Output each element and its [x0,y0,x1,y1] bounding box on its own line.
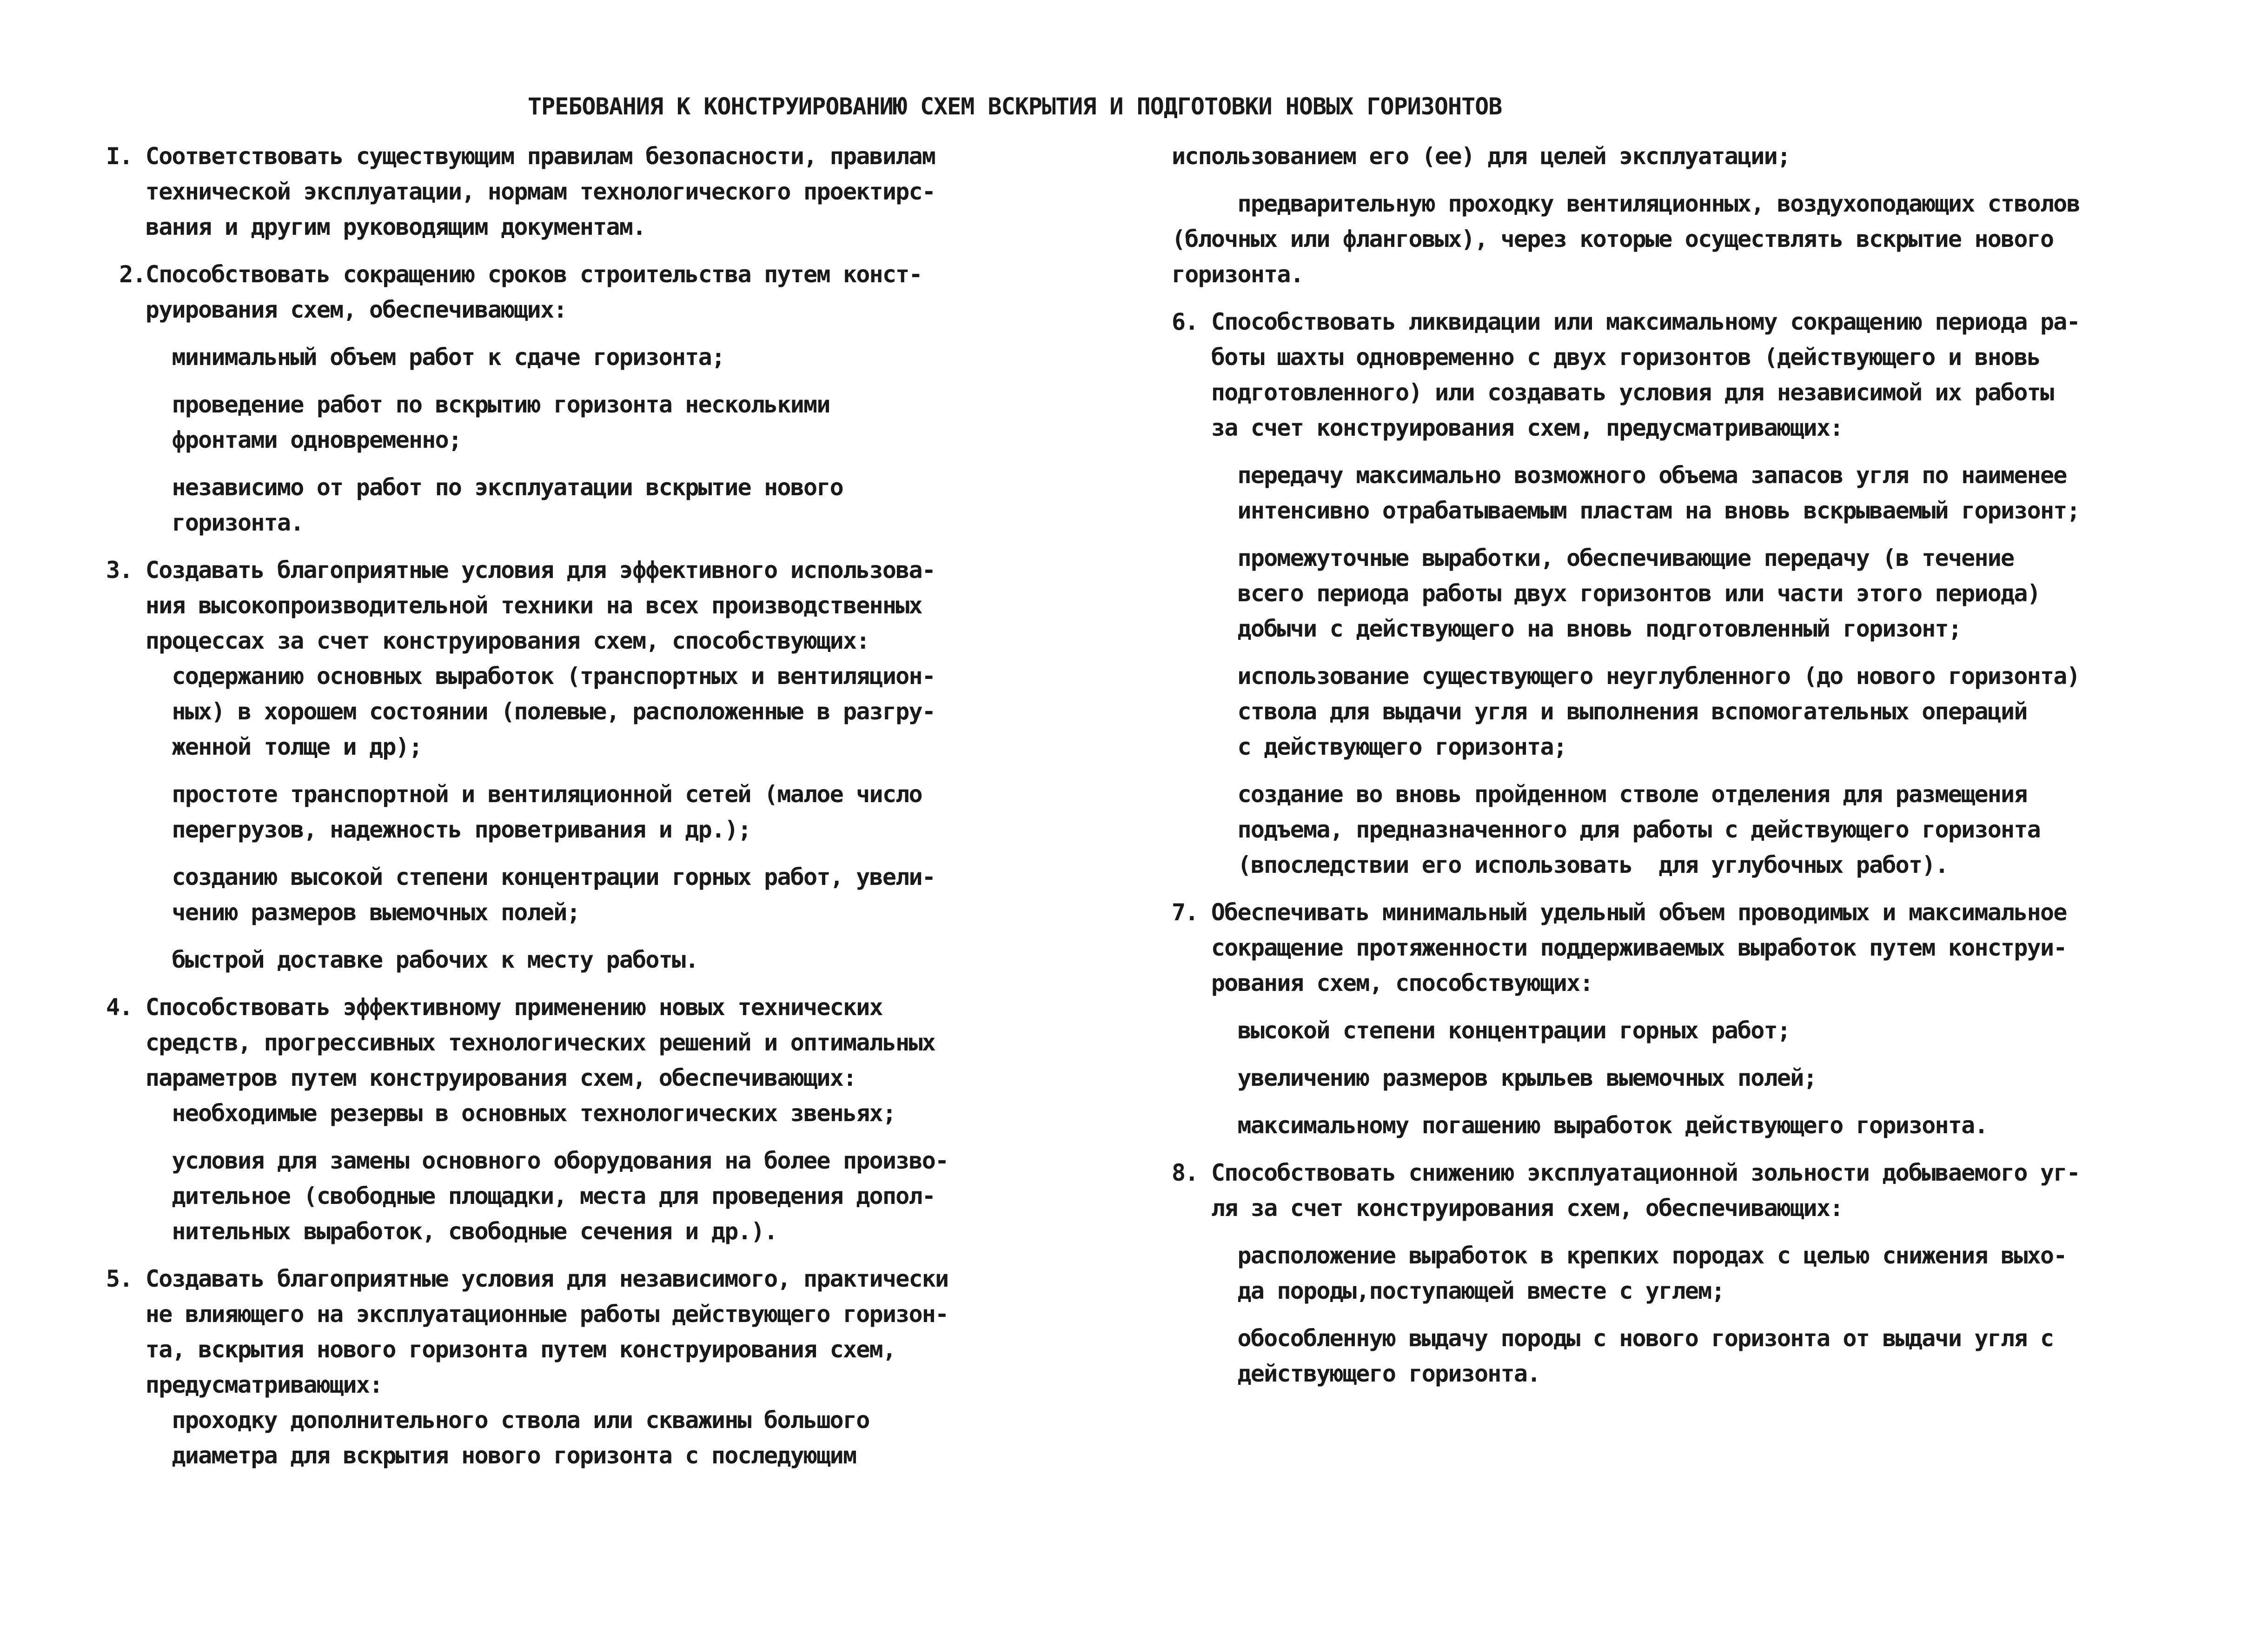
text-line: создание во вновь пройденном стволе отделения для размещения [1172,781,2027,808]
paragraph-gap [1172,528,2195,540]
text-line: (блочных или фланговых), через которые осуществлять вскрытие нового [1172,226,2054,253]
paragraph-gap [106,245,1059,257]
text-line: минимальный объем работ к сдаче горизонта; [106,344,725,371]
text-line: да породы,поступающей вместе с углем; [1172,1277,1724,1304]
text-line: промежуточные выработки, обеспечивающие передачу (в течение [1172,545,2014,571]
text-line: добычи с действующего на вновь подготовленный горизонт; [1172,615,1962,642]
text-line: средств, прогрессивных технологических решений и оптимальных [106,1029,935,1056]
text-line: 5. Создавать благоприятные условия для независимого, практически [106,1265,948,1292]
text-line: созданию высокой степени концентрации горных работ, увели- [106,864,935,890]
text-line: вания и другим руководящим документам. [106,213,646,240]
text-line: женной толще и др); [106,733,422,760]
paragraph-gap [106,458,1059,470]
right-column [1172,139,2195,1391]
text-line: обособленную выдачу породы с нового горизонта от выдачи угля с [1172,1325,2054,1352]
text-line: ствола для выдачи угля и выполнения вспомогательных операций [1172,698,2027,725]
text-line: диаметра для вскрытия нового горизонта с последующим [106,1442,856,1469]
paragraph-gap [1172,883,2195,895]
paragraph-gap [1172,646,2195,658]
text-line: максимальному погашению выработок действующего горизонта. [1172,1112,1988,1139]
text-line: ля за счет конструирования схем, обеспечивающих: [1172,1195,1843,1222]
text-line: ных) в хорошем состоянии (полевые, расположенные в разгру- [106,698,935,725]
paragraph-gap [106,977,1059,990]
text-line: та, вскрытия нового горизонта путем конструирования схем, [106,1336,896,1363]
text-line: технической эксплуатации, нормам технологического проектирс- [106,178,935,205]
text-line: 3. Создавать благоприятные условия для эффективного использова- [106,557,935,584]
text-line: подготовленного) или создавать условия для независимой их работы [1172,379,2054,406]
text-line: с действующего горизонта; [1172,733,1567,760]
text-line: I. Соответствовать существующим правилам безопасности, правилам [106,143,935,170]
paragraph-gap [1172,292,2195,304]
text-line: быстрой доставке рабочих к месту работы. [106,946,698,973]
paragraph-gap [1172,445,2195,458]
text-line: действующего горизонта. [1172,1360,1540,1387]
text-line: ния высокопроизводительной техники на всех производственных [106,592,922,619]
text-line: предварительную проходку вентиляционных, воздухоподающих стволов [1172,190,2080,217]
text-line: предусматривающих: [106,1371,383,1398]
paragraph-gap [1172,1143,2195,1155]
paragraph-gap [1172,1309,2195,1321]
text-line: процессах за счет конструирования схем, способствующих: [106,627,869,654]
text-line: проведение работ по вскрытию горизонта несколькими [106,391,830,418]
page-title: ТРЕБОВАНИЯ К КОНСТРУИРОВАНИЮ СХЕМ ВСКРЫТИЯ И ПОДГОТОВКИ НОВЫХ ГОРИЗОНТОВ [528,93,1502,120]
text-line: расположение выработок в крепких породах с целью снижения выхо- [1172,1242,2067,1269]
text-line: сокращение протяженности поддерживаемых выработок путем конструи- [1172,934,2067,961]
text-line: увеличению размеров крыльев выемочных полей; [1172,1064,1817,1091]
text-line: независимо от работ по эксплуатации вскрытие нового [106,474,843,501]
text-line: рования схем, способствующих: [1172,970,1593,997]
text-line: руирования схем, обеспечивающих: [106,296,567,323]
paragraph-gap [106,1249,1059,1261]
text-line: условия для замены основного оборудования на более произво- [106,1147,948,1174]
text-line: горизонта. [106,509,304,536]
text-line: не влияющего на эксплуатационные работы действующего горизон- [106,1301,948,1328]
text-line: чению размеров выемочных полей; [106,899,580,926]
text-line: нительных выработок, свободные сечения и др.). [106,1218,777,1245]
text-line: 4. Способствовать эффективному применению новых технических [106,994,882,1021]
text-line: всего периода работы двух горизонтов или части этого периода) [1172,580,2040,607]
text-line: (впоследствии его использовать для углубочных работ). [1172,851,1948,878]
text-line: использование существующего неуглубленного (до нового горизонта) [1172,663,2080,690]
paragraph-gap [106,375,1059,387]
paragraph-gap [106,327,1059,339]
paragraph-gap [1172,174,2195,186]
paragraph-gap [106,540,1059,552]
text-line: использованием его (ее) для целей эксплуатации; [1172,143,1791,170]
text-line: подъема, предназначенного для работы с действующего горизонта [1172,816,2040,843]
left-column [106,139,1059,1473]
text-line: 2.Способствовать сокращению сроков строительства путем конст- [106,261,922,288]
paragraph-gap [106,930,1059,942]
text-line: перегрузов, надежность проветривания и др.); [106,816,751,843]
paragraph-gap [1172,1001,2195,1013]
text-line: за счет конструирования схем, предусматривающих: [1172,414,1843,441]
text-line: дительное (свободные площадки, места для проведения допол- [106,1183,935,1209]
text-line: горизонта. [1172,261,1304,288]
text-line: содержанию основных выработок (транспортных и вентиляцион- [106,663,935,690]
text-line: передачу максимально возможного объема запасов угля по наименее [1172,462,2067,489]
text-line: интенсивно отрабатываемым пластам на вновь вскрываемый горизонт; [1172,497,2080,524]
paragraph-gap [1172,1226,2195,1238]
paragraph-gap [106,764,1059,777]
paragraph-gap [106,847,1059,859]
text-line: 8. Способствовать снижению эксплуатационной зольности добываемого уг- [1172,1159,2080,1186]
text-line: фронтами одновременно; [106,426,462,453]
text-line: проходку дополнительного ствола или скважины большого [106,1407,869,1434]
paragraph-gap [1172,764,2195,777]
paragraph-gap [1172,1048,2195,1060]
text-line: 6. Способствовать ликвидации или максимальному сокращению периода ра- [1172,308,2080,335]
text-line: необходимые резервы в основных технологических звеньях; [106,1100,896,1127]
paragraph-gap [1172,1096,2195,1108]
paragraph-gap [106,1131,1059,1143]
text-line: 7. Обеспечивать минимальный удельный объем проводимых и максимальное [1172,899,2067,926]
text-line: простоте транспортной и вентиляционной сетей (малое число [106,781,922,808]
text-line: высокой степени концентрации горных работ; [1172,1017,1791,1044]
text-line: параметров путем конструирования схем, обеспечивающих: [106,1064,856,1091]
text-line: боты шахты одновременно с двух горизонтов (действующего и вновь [1172,344,2040,371]
